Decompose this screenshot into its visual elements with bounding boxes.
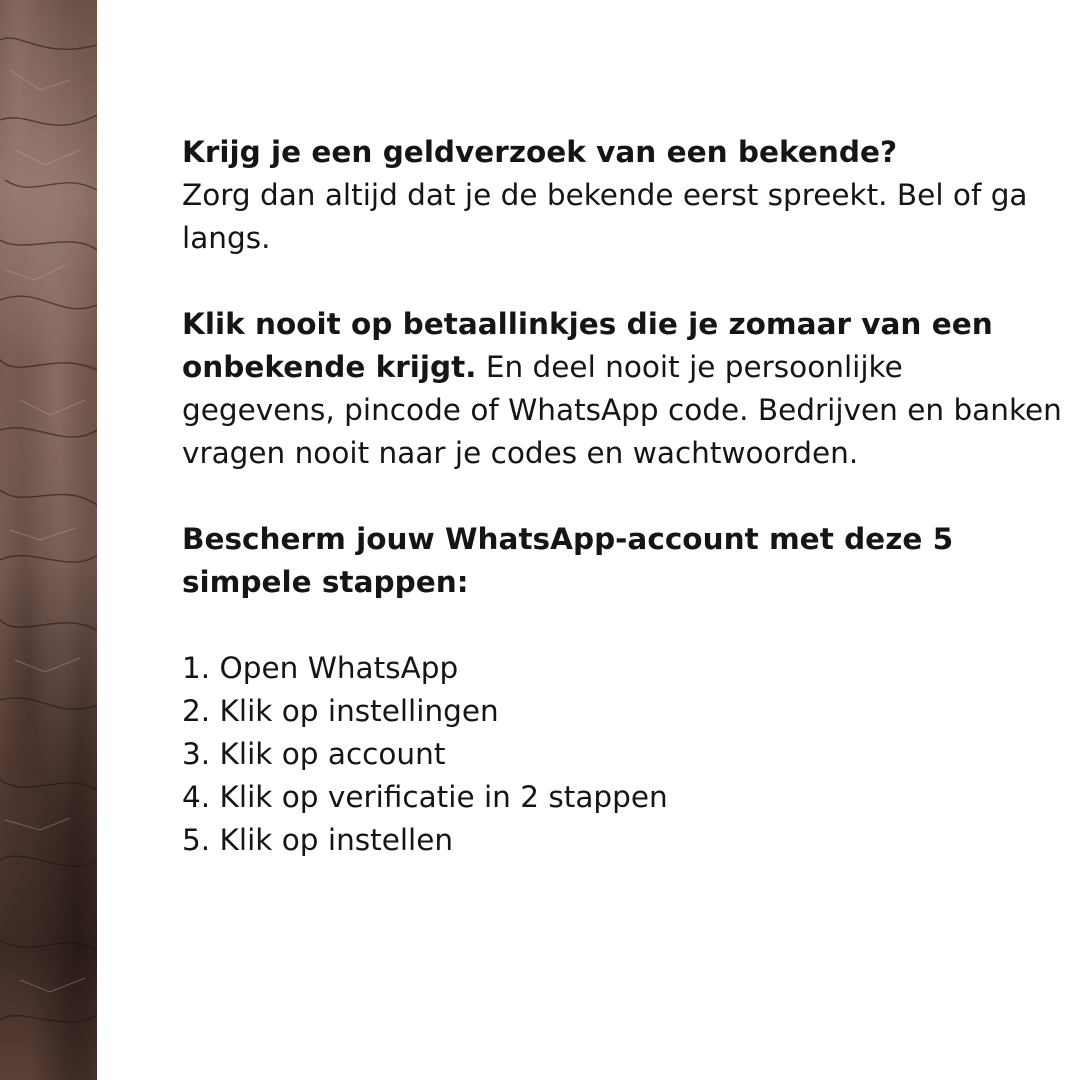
steps-list xyxy=(182,647,1062,862)
protect-account-heading: Bescherm jouw WhatsApp-account met deze 5 simpele stappen: xyxy=(182,522,954,599)
protect-account-paragraph xyxy=(182,518,1062,604)
step-item: 2. Klik op instellingen xyxy=(182,694,499,728)
payment-links-text: En deel nooit je persoonlijke gegevens, pincode of WhatsApp code. Bedrijven en banken vragen nooit naar je codes en wachtwoorden. xyxy=(182,350,1062,470)
money-request-paragraph xyxy=(182,131,1062,260)
article-content xyxy=(182,131,1062,862)
payment-links-paragraph xyxy=(182,303,1062,475)
step-item: 4. Klik op verificatie in 2 stappen xyxy=(182,780,668,814)
step-item: 5. Klik op instellen xyxy=(182,823,454,857)
elephant-skin-photo xyxy=(0,0,97,1080)
skin-texture-lines xyxy=(0,0,97,1080)
money-request-heading: Krijg je een geldverzoek van een bekende? xyxy=(182,135,898,169)
step-item: 1. Open WhatsApp xyxy=(182,651,459,685)
money-request-text: Zorg dan altijd dat je de bekende eerst spreekt. Bel of ga langs. xyxy=(182,178,1028,255)
payment-links-heading: Klik nooit op betaallinkjes die je zomaar van een onbekende krijgt. xyxy=(182,307,993,384)
step-item: 3. Klik op account xyxy=(182,737,446,771)
